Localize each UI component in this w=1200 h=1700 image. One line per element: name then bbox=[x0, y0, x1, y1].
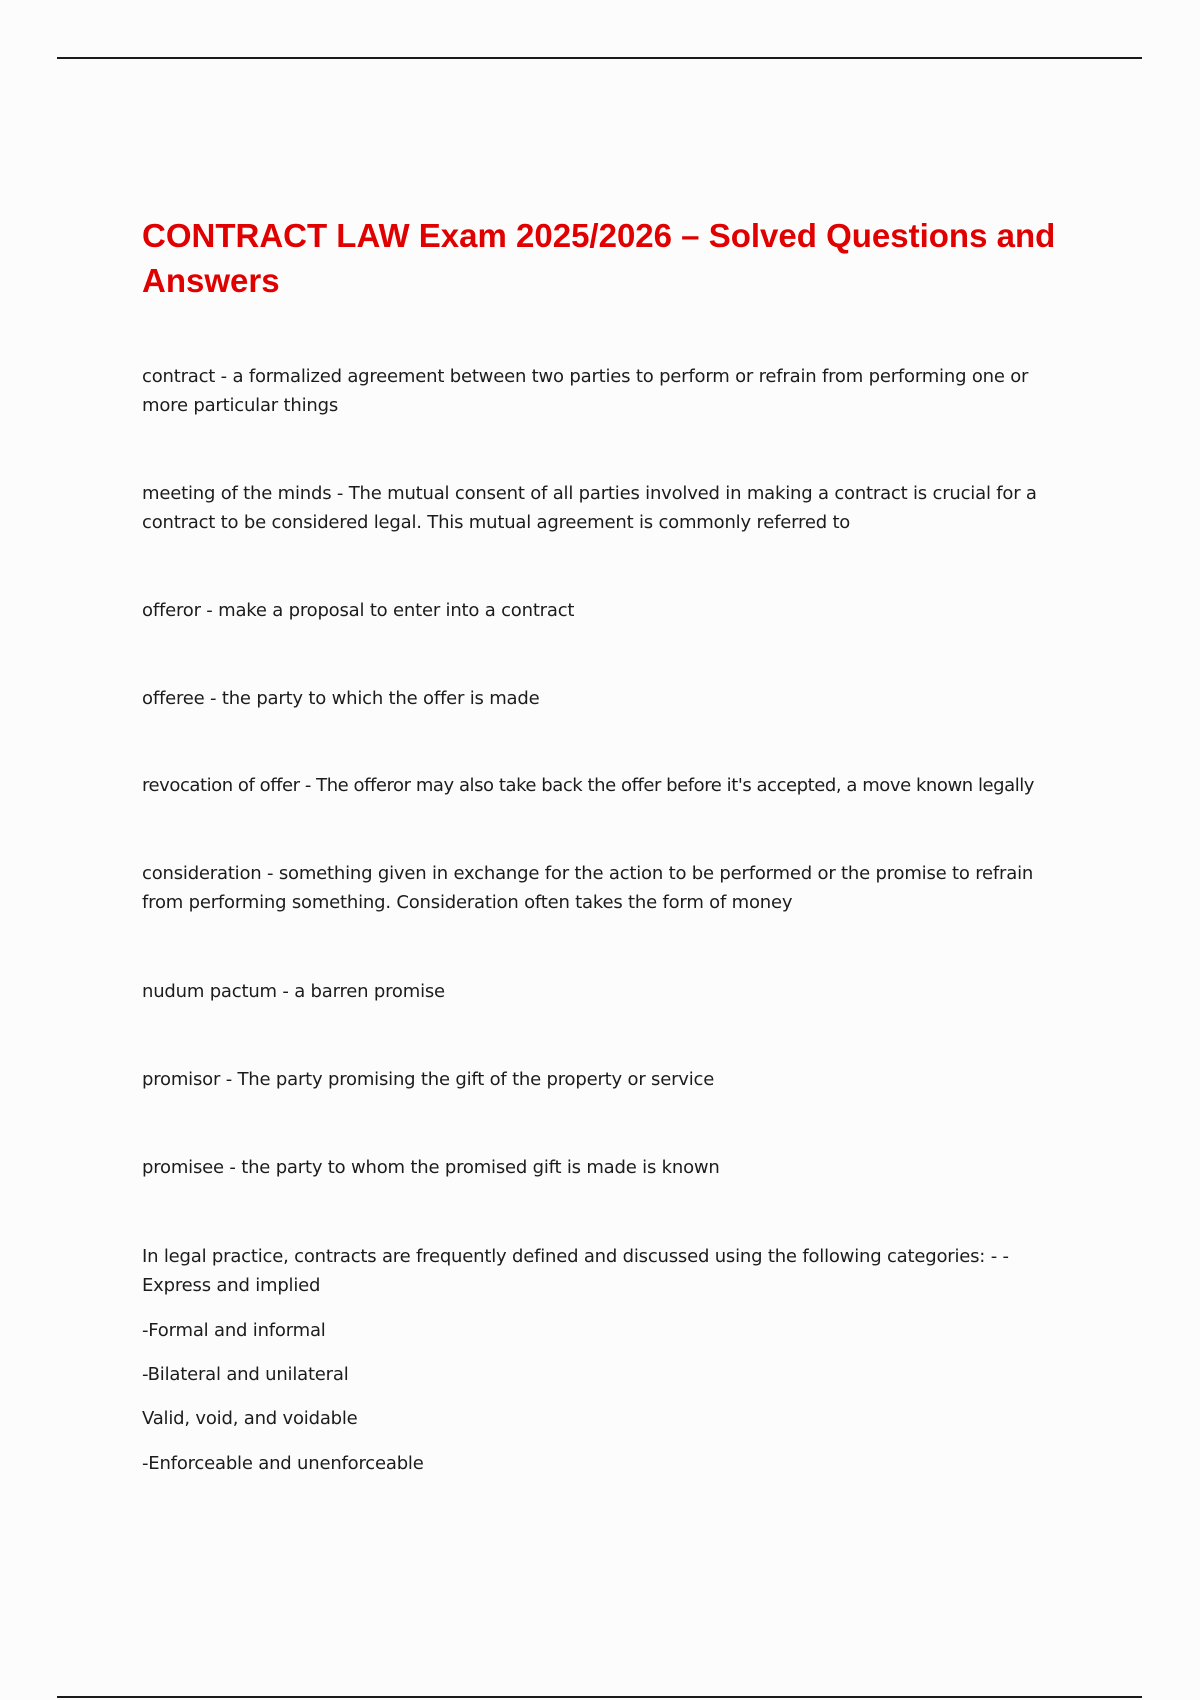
entry-contract: contract - a formalized agreement between two parties to perform or refrain from performing one or more particular things bbox=[142, 366, 1029, 416]
entry-consideration: consideration - something given in exchange for the action to be performed or the promise to refrain from performing something. Consideration often takes the form of money bbox=[142, 863, 1034, 913]
category-item: -Bilateral and unilateral bbox=[142, 1364, 349, 1385]
footer-rule bbox=[57, 1696, 1142, 1698]
entry-contract-categories: In legal practice, contracts are frequently defined and discussed using the following categories: - -Express and implied bbox=[142, 1246, 1009, 1296]
category-item: Valid, void, and voidable bbox=[142, 1408, 358, 1429]
category-item: -Formal and informal bbox=[142, 1320, 326, 1341]
entry-meeting-of-the-minds: meeting of the minds - The mutual consent of all parties involved in making a contract is crucial for a contract to be considered legal. This mutual agreement is commonly referred to bbox=[142, 483, 1037, 533]
entry-offeree: offeree - the party to which the offer is made bbox=[142, 688, 540, 709]
entry-offeror: offeror - make a proposal to enter into a contract bbox=[142, 600, 575, 621]
entry-revocation-of-offer: revocation of offer - The offeror may also take back the offer before it's accepted, a move known legally bbox=[142, 775, 1034, 796]
category-item: -Enforceable and unenforceable bbox=[142, 1453, 424, 1474]
entry-nudum-pactum: nudum pactum - a barren promise bbox=[142, 981, 445, 1002]
document-title: CONTRACT LAW Exam 2025/2026 – Solved Questions and Answers bbox=[142, 217, 1056, 299]
entry-promisee: promisee - the party to whom the promised gift is made is known bbox=[142, 1157, 720, 1178]
header-rule bbox=[57, 57, 1142, 59]
entry-promisor: promisor - The party promising the gift of the property or service bbox=[142, 1069, 715, 1090]
